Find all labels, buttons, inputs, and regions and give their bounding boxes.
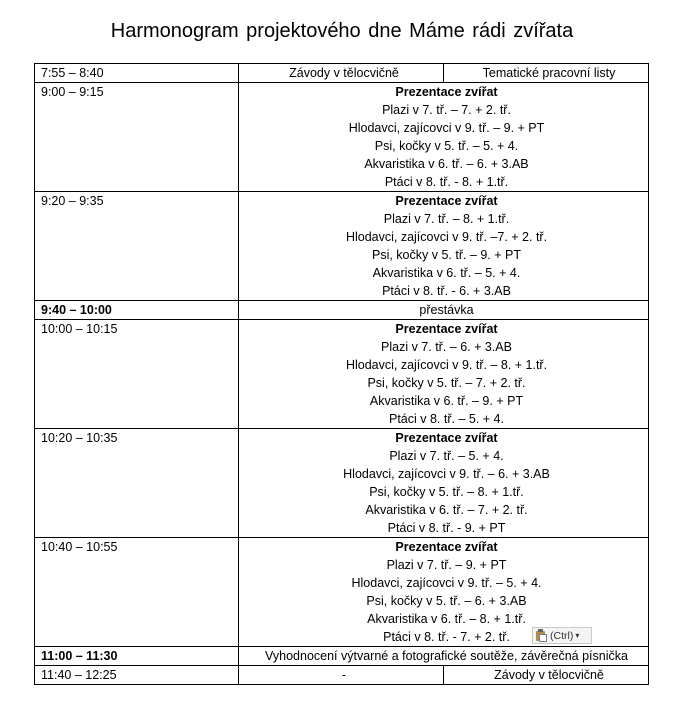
activity-cell: Tematické pracovní listy — [444, 64, 649, 83]
block-heading: Prezentace zvířat — [395, 322, 498, 336]
schedule-line: Psi, kočky v 5. tř. – 8. + 1.tř. — [369, 485, 524, 499]
activity-cell — [239, 192, 649, 301]
time-cell: 10:40 – 10:55 — [35, 538, 239, 647]
activity-cell: Závody v tělocvičně — [444, 666, 649, 685]
time-cell: 10:20 – 10:35 — [35, 429, 239, 538]
document-title: Harmonogram projektového dne Máme rádi zvířata — [110, 20, 574, 42]
schedule-line: Plazi v 7. tř. – 6. + 3.AB — [381, 340, 512, 354]
schedule-line: Akvaristika v 6. tř. – 9. + PT — [369, 394, 524, 408]
table-row — [35, 429, 649, 538]
schedule-line: Plazi v 7. tř. – 5. + 4. — [389, 449, 504, 463]
block-heading: Prezentace zvířat — [395, 194, 498, 208]
paste-options-label: (Ctrl) — [550, 629, 574, 642]
schedule-line: Plazi v 7. tř. – 7. + 2. tř. — [382, 103, 511, 117]
activity-cell: přestávka — [239, 301, 649, 320]
time-cell: 9:20 – 9:35 — [35, 192, 239, 301]
table-row — [35, 192, 649, 301]
schedule-line: Hlodavci, zajícovci v 9. tř. –7. + 2. tř. — [345, 230, 548, 244]
table-row — [35, 64, 649, 83]
block-heading: Prezentace zvířat — [395, 85, 498, 99]
activity-cell: - — [239, 666, 444, 685]
schedule-line: Ptáci v 8. tř. - 6. + 3.AB — [382, 284, 511, 298]
schedule-line: Akvaristika v 6. tř. – 8. + 1.tř. — [367, 612, 526, 626]
time-cell: 9:40 – 10:00 — [35, 301, 239, 320]
schedule-line: Hlodavci, zajícovci v 9. tř. – 8. + 1.tř. — [345, 358, 548, 372]
schedule-line: Akvaristika v 6. tř. – 6. + 3.AB — [364, 157, 529, 171]
activity-cell: Závody v tělocvičně — [239, 64, 444, 83]
schedule-line: Plazi v 7. tř. – 9. + PT — [386, 558, 507, 572]
clipboard-icon — [536, 629, 547, 642]
schedule-table — [34, 63, 649, 685]
schedule-line: Akvaristika v 6. tř. – 7. + 2. tř. — [365, 503, 528, 517]
schedule-line: Ptáci v 8. tř. - 9. + PT — [387, 521, 506, 535]
time-cell: 7:55 – 8:40 — [35, 64, 239, 83]
time-cell: 10:00 – 10:15 — [35, 320, 239, 429]
chevron-down-icon: ▾ — [575, 631, 580, 640]
schedule-line: Ptáci v 8. tř. - 7. + 2. tř. — [383, 630, 510, 644]
time-cell: 11:40 – 12:25 — [35, 666, 239, 685]
paste-options-button[interactable] — [532, 627, 592, 644]
table-row — [35, 647, 649, 666]
activity-cell — [239, 83, 649, 192]
activity-cell: Vyhodnocení výtvarné a fotografické soutěže, závěrečná písnička — [239, 647, 649, 666]
schedule-line: Plazi v 7. tř. – 8. + 1.tř. — [383, 212, 510, 226]
table-row — [35, 301, 649, 320]
time-cell: 11:00 – 11:30 — [35, 647, 239, 666]
block-heading: Prezentace zvířat — [395, 431, 498, 445]
schedule-line: Psi, kočky v 5. tř. – 9. + PT — [371, 248, 521, 262]
schedule-line: Psi, kočky v 5. tř. – 7. + 2. tř. — [367, 376, 526, 390]
schedule-line: Psi, kočky v 5. tř. – 5. + 4. — [374, 139, 519, 153]
block-heading: Prezentace zvířat — [395, 540, 498, 554]
schedule-line: Ptáci v 8. tř. – 5. + 4. — [389, 412, 504, 426]
activity-cell — [239, 429, 649, 538]
schedule-line: Ptáci v 8. tř. - 8. + 1.tř. — [384, 175, 509, 189]
schedule-line: Akvaristika v 6. tř. – 5. + 4. — [372, 266, 521, 280]
schedule-line: Hlodavci, zajícovci v 9. tř. – 6. + 3.AB — [343, 467, 550, 481]
table-row — [35, 83, 649, 192]
time-cell: 9:00 – 9:15 — [35, 83, 239, 192]
schedule-line: Hlodavci, zajícovci v 9. tř. – 9. + PT — [348, 121, 545, 135]
schedule-line: Psi, kočky v 5. tř. – 6. + 3.AB — [366, 594, 527, 608]
schedule-line: Hlodavci, zajícovci v 9. tř. – 5. + 4. — [351, 576, 542, 590]
table-row — [35, 320, 649, 429]
activity-cell — [239, 320, 649, 429]
table-row — [35, 666, 649, 685]
